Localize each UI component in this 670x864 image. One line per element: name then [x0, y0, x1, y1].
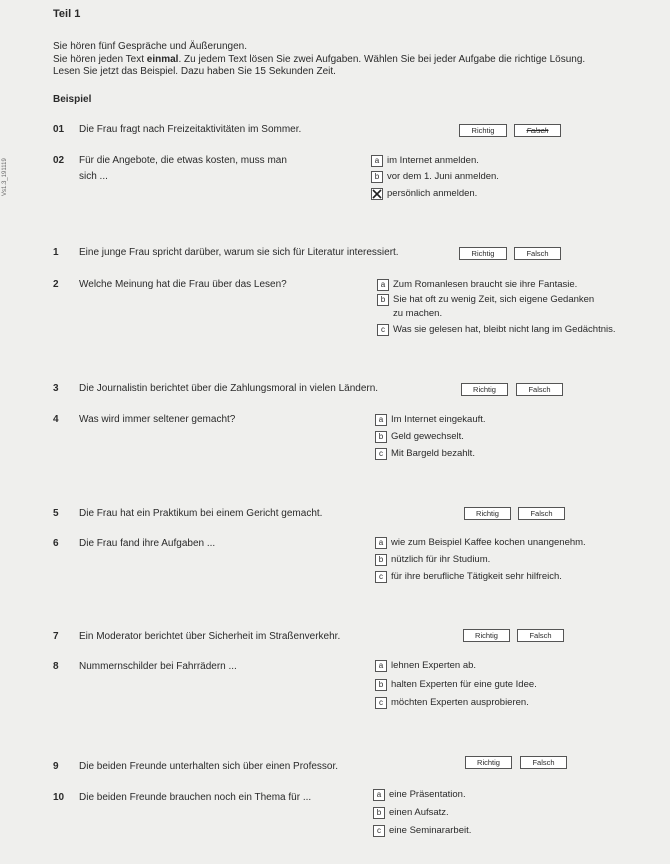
question-text: Für die Angebote, die etwas kosten, muss man [79, 155, 287, 166]
option-b-text: Geld gewechselt. [391, 431, 464, 442]
richtig-button[interactable]: Richtig [461, 383, 508, 396]
option-b-text-cont: zu machen. [393, 308, 443, 319]
question-text: Welche Meinung hat die Frau über das Lesen? [79, 279, 287, 290]
option-c-checkbox[interactable]: c [377, 324, 389, 336]
question-text: Die Journalistin berichtet über die Zahlungsmoral in vielen Ländern. [79, 383, 379, 394]
option-c-text: Mit Bargeld bezahlt. [391, 448, 475, 459]
option-c-text: eine Seminararbeit. [389, 825, 472, 836]
question-number: 3 [53, 383, 59, 394]
question-number: 9 [53, 761, 59, 772]
question-text: Eine junge Frau spricht darüber, warum sie sich für Literatur interessiert. [79, 247, 399, 258]
question-text: Die Frau hat ein Praktikum bei einem Gericht gemacht. [79, 508, 323, 519]
cross-mark-icon [372, 189, 382, 199]
richtig-button[interactable]: Richtig [464, 507, 511, 520]
option-a-text: im Internet anmelden. [387, 155, 479, 166]
intro-line-1: Sie hören fünf Gespräche und Äußerungen. [53, 41, 248, 52]
question-text: Die beiden Freunde unterhalten sich über einen Professor. [79, 761, 339, 772]
option-a-checkbox[interactable]: a [373, 789, 385, 801]
option-a-text: wie zum Beispiel Kaffee kochen unangenehm. [391, 537, 586, 548]
side-code: Vs1.3_191119 [2, 158, 8, 196]
option-b-text: nützlich für ihr Studium. [391, 554, 491, 565]
question-number: 4 [53, 414, 59, 425]
question-number: 01 [53, 124, 65, 135]
falsch-button[interactable]: Falsch [520, 756, 567, 769]
intro-line-2: Sie hören jeden Text einmal. Zu jedem Text lösen Sie zwei Aufgaben. Wählen Sie bei jeder Aufgabe die richtige Lösung. [53, 54, 586, 65]
option-a-checkbox[interactable]: a [375, 414, 387, 426]
question-number: 1 [53, 247, 59, 258]
option-c-checkbox[interactable]: c [375, 571, 387, 583]
option-a-checkbox[interactable]: a [377, 279, 389, 291]
option-b-checkbox[interactable]: b [373, 807, 385, 819]
falsch-button[interactable]: Falsch [514, 247, 561, 260]
option-b-checkbox[interactable]: b [375, 431, 387, 443]
richtig-button[interactable]: Richtig [465, 756, 512, 769]
option-c-checkbox[interactable]: c [375, 697, 387, 709]
option-c-text: persönlich anmelden. [387, 188, 478, 199]
option-c-text: Was sie gelesen hat, bleibt nicht lang im Gedächtnis. [393, 324, 616, 335]
option-b-checkbox[interactable]: b [371, 171, 383, 183]
option-a-text: eine Präsentation. [389, 789, 466, 800]
question-number: 6 [53, 538, 59, 549]
question-number: 10 [53, 792, 65, 803]
falsch-button[interactable]: Falsch [518, 507, 565, 520]
question-number: 02 [53, 155, 65, 166]
option-a-text: Zum Romanlesen braucht sie ihre Fantasie. [393, 279, 578, 290]
question-number: 2 [53, 279, 59, 290]
question-text: Ein Moderator berichtet über Sicherheit im Straßenverkehr. [79, 631, 341, 642]
question-text: Die Frau fragt nach Freizeitaktivitäten im Sommer. [79, 124, 302, 135]
option-a-checkbox[interactable]: a [375, 537, 387, 549]
falsch-button[interactable]: Falsch [517, 629, 564, 642]
option-b-text: halten Experten für eine gute Idee. [391, 679, 537, 690]
question-text: Die Frau fand ihre Aufgaben ... [79, 538, 216, 549]
option-c-checkbox[interactable]: c [375, 448, 387, 460]
section-title: Teil 1 [53, 8, 81, 20]
example-label: Beispiel [53, 94, 92, 105]
richtig-button[interactable]: Richtig [459, 247, 507, 260]
option-b-text: vor dem 1. Juni anmelden. [387, 171, 499, 182]
question-text: Nummernschilder bei Fahrrädern ... [79, 661, 237, 672]
question-text: Die beiden Freunde brauchen noch ein Thema für ... [79, 792, 312, 803]
question-number: 5 [53, 508, 59, 519]
option-c-text: möchten Experten ausprobieren. [391, 697, 529, 708]
option-a-checkbox[interactable]: a [371, 155, 383, 167]
question-text: Was wird immer seltener gemacht? [79, 414, 236, 425]
question-number: 7 [53, 631, 59, 642]
intro-line-3: Lesen Sie jetzt das Beispiel. Dazu haben Sie 15 Sekunden Zeit. [53, 66, 336, 77]
option-b-text: Sie hat oft zu wenig Zeit, sich eigene Gedanken [393, 294, 595, 305]
option-a-checkbox[interactable]: a [375, 660, 387, 672]
richtig-button[interactable]: Richtig [459, 124, 507, 137]
option-b-checkbox[interactable]: b [375, 554, 387, 566]
question-number: 8 [53, 661, 59, 672]
question-text-cont: sich ... [79, 171, 108, 182]
option-b-checkbox[interactable]: b [377, 294, 389, 306]
falsch-button-marked[interactable]: Falsch [514, 124, 561, 137]
option-b-text: einen Aufsatz. [389, 807, 449, 818]
option-a-text: Im Internet eingekauft. [391, 414, 486, 425]
option-c-text: für ihre berufliche Tätigkeit sehr hilfreich. [391, 571, 562, 582]
richtig-button[interactable]: Richtig [463, 629, 510, 642]
option-c-checkbox[interactable]: c [373, 825, 385, 837]
option-b-checkbox[interactable]: b [375, 679, 387, 691]
falsch-button[interactable]: Falsch [516, 383, 563, 396]
option-a-text: lehnen Experten ab. [391, 660, 477, 671]
option-c-checkbox-crossed[interactable] [371, 188, 383, 200]
